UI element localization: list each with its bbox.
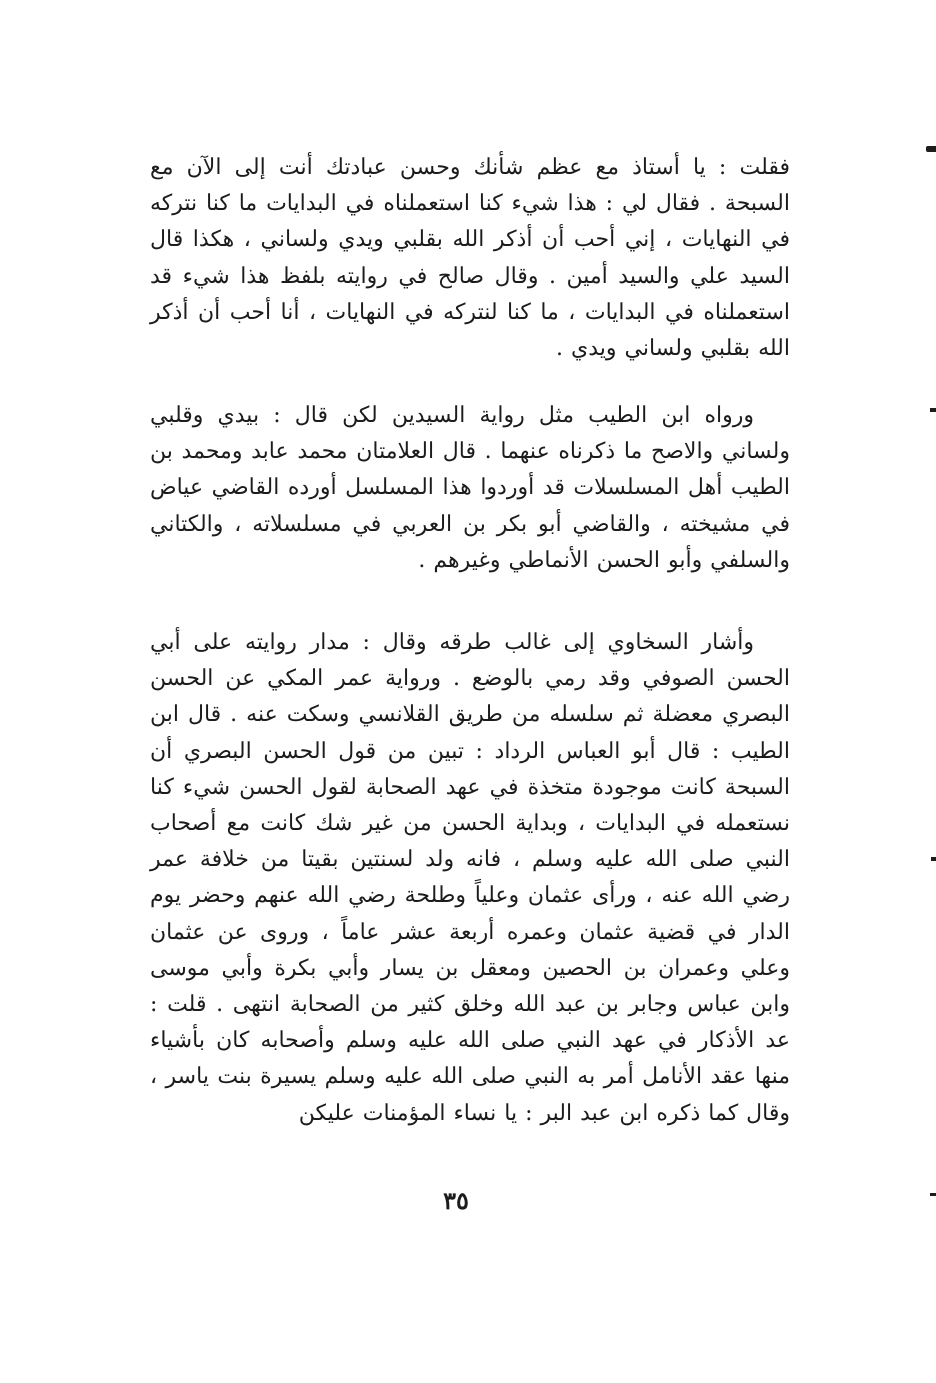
paragraph-1 (150, 150, 790, 367)
scan-edge-mark (931, 857, 936, 861)
scan-edge-mark (926, 146, 936, 152)
paragraph-1-text: فقلت : يا أستاذ مع عظم شأنك وحسن عبادتك أنت إلى الآن مع السبحة . فقال لي : هذا شيء كنا استعملناه في البدايات ما كنا نتركه في النهايات ، إني أحب أن أذكر الله بقلبي ويدي ولساني ، هكذا قال السيد علي والسيد أمين . وقال صالح في روايته بلفظ هذا شيء قد استعملناه في البدايات ، ما كنا لنتركه في النهايات ، أنا أحب أن أذكر الله بقلبي ولساني ويدي . (150, 155, 790, 362)
paragraph-3 (150, 625, 790, 1132)
paragraph-3-text: وأشار السخاوي إلى غالب طرقه وقال : مدار روايته على أبي الحسن الصوفي وقد رمي بالوضع . ورواية عمر المكي عن الحسن البصري معضلة ثم سلسله من طريق القلانسي وسكت عنه . قال ابن الطيب : قال أبو العباس الرداد : تبين من قول الحسن البصري أن السبحة كانت موجودة متخذة في عهد الصحابة لقول الحسن شيء كنا نستعمله في البدايات ، وبداية الحسن من غير شك كانت مع أصحاب النبي صلى الله عليه وسلم ، فانه ولد لسنتين بقيتا من خلافة عمر رضي الله عنه ، ورأى عثمان وعلياً وطلحة رضي الله عنهم وحضر يوم الدار في قضية عثمان وعمره أربعة عشر عاماً ، وروى عن عثمان وعلي وعمران بن الحصين ومعقل بن يسار وأبي بكرة وأبي موسى وابن عباس وجابر بن عبد الله وخلق كثير من الصحابة انتهى . قلت : عد الأذكار في عهد النبي صلى الله عليه وسلم وأصحابه كان بأشياء منها عقد الأنامل أمر به النبي صلى الله عليه وسلم يسيرة بنت ياسر ، وقال كما ذكره ابن عبد البر : يا نساء المؤمنات عليكن (150, 630, 790, 1126)
scan-edge-mark (930, 1193, 936, 1196)
scan-edge-mark (930, 408, 936, 412)
page-number: ٣٥ (443, 1186, 469, 1215)
paragraph-2 (150, 398, 790, 579)
paragraph-2-text: ورواه ابن الطيب مثل رواية السيدين لكن قال : بيدي وقلبي ولساني والاصح ما ذكرناه عنهما . قال العلامتان محمد عابد ومحمد بن الطيب أهل المسلسلات قد أوردوا هذا المسلسل أورده القاضي عياض في مشيخته ، والقاضي أبو بكر بن العربي في مسلسلاته ، والكتاني والسلفي وأبو الحسن الأنماطي وغيرهم . (150, 403, 790, 573)
